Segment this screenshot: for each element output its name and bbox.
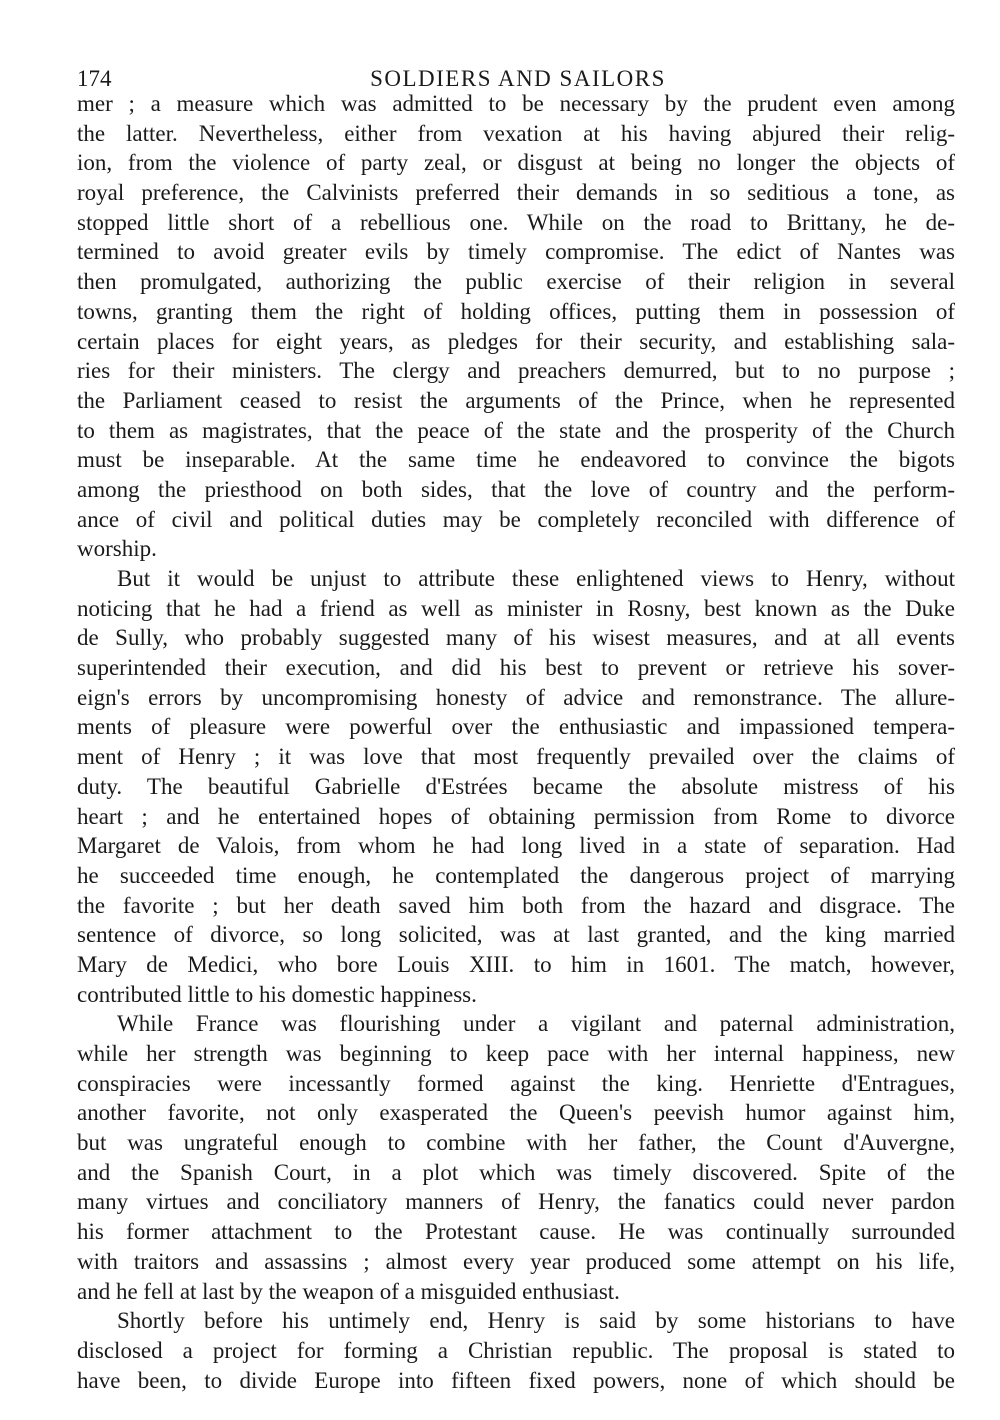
text-line: disclosed a project for forming a Christian republic. The proposal is stated to	[77, 1337, 955, 1363]
text-line: heart ; and he entertained hopes of obtaining permission from Rome to divorce	[77, 803, 955, 829]
text-line: must be inseparable. At the same time he endeavored to convince the bigots	[77, 447, 955, 473]
text-line: among the priesthood on both sides, that the love of country and the perform-	[77, 476, 955, 502]
page-number: 174	[77, 66, 112, 91]
text-line: towns, granting them the right of holding offices, putting them in possession of	[77, 298, 955, 324]
text-line: the favorite ; but her death saved him both from the hazard and disgrace. The	[77, 892, 955, 918]
text-line: worship.	[77, 536, 157, 562]
text-line: duty. The beautiful Gabrielle d'Estrées became the absolute mistress of his	[77, 773, 955, 799]
text-line: contributed little to his domestic happiness.	[77, 981, 477, 1007]
text-line: stopped little short of a rebellious one. While on the road to Brittany, he de-	[77, 209, 955, 235]
text-line: and he fell at last by the weapon of a misguided enthusiast.	[77, 1278, 620, 1304]
text-line: conspiracies were incessantly formed against the king. Henriette d'Entragues,	[77, 1070, 955, 1096]
text-line: termined to avoid greater evils by timely compromise. The edict of Nantes was	[77, 239, 955, 265]
paragraph	[77, 1306, 955, 1395]
text-line: the Parliament ceased to resist the arguments of the Prince, when he represented	[77, 387, 955, 413]
text-line: many virtues and conciliatory manners of Henry, the fanatics could never pardon	[77, 1189, 955, 1215]
page-body	[77, 89, 955, 1395]
text-line: noticing that he had a friend as well as minister in Rosny, best known as the Duke	[77, 595, 955, 621]
text-line: with traitors and assassins ; almost every year produced some attempt on his life,	[77, 1248, 955, 1274]
text-line: royal preference, the Calvinists preferred their demands in so seditious a tone, as	[77, 180, 955, 206]
text-line: ment of Henry ; it was love that most frequently prevailed over the claims of	[77, 744, 955, 770]
text-line: another favorite, not only exasperated the Queen's peevish humor against him,	[77, 1100, 955, 1126]
text-line: and the Spanish Court, in a plot which was timely discovered. Spite of the	[77, 1159, 955, 1185]
text-line: mer ; a measure which was admitted to be necessary by the prudent even among	[77, 91, 955, 116]
text-line: while her strength was beginning to keep pace with her internal happiness, new	[77, 1041, 955, 1066]
text-line: the latter. Nevertheless, either from vexation at his having abjured their relig-	[77, 120, 955, 146]
text-line: ments of pleasure were powerful over the enthusiastic and impassioned tempera-	[77, 714, 955, 740]
text-line: ries for their ministers. The clergy and preachers demurred, but to no purpose ;	[77, 358, 955, 384]
text-line: While France was flourishing under a vigilant and paternal administration,	[117, 1011, 955, 1037]
text-line: But it would be unjust to attribute these enlightened views to Henry, without	[117, 566, 955, 591]
text-line: certain places for eight years, as pledges for their security, and establishing sala-	[77, 328, 955, 354]
text-line: but was ungrateful enough to combine with her father, the Count d'Auvergne,	[77, 1130, 955, 1156]
text-line: ance of civil and political duties may be completely reconciled with difference of	[77, 506, 955, 532]
paragraph	[77, 89, 955, 564]
text-line: to them as magistrates, that the peace of the state and the prosperity of the Church	[77, 417, 955, 443]
text-line: he succeeded time enough, he contemplated the dangerous project of marrying	[77, 862, 955, 888]
text-line: Margaret de Valois, from whom he had long lived in a state of separation. Had	[77, 833, 955, 859]
paragraph	[77, 564, 955, 1009]
text-line: have been, to divide Europe into fifteen fixed powers, none of which should be	[77, 1367, 955, 1393]
text-line: sentence of divorce, so long solicited, was at last granted, and the king married	[77, 922, 955, 948]
text-line: superintended their execution, and did his best to prevent or retrieve his sover-	[77, 655, 955, 681]
text-line: de Sully, who probably suggested many of his wisest measures, and at all events	[77, 625, 955, 651]
text-line: eign's errors by uncompromising honesty of advice and remonstrance. The allure-	[77, 684, 955, 710]
text-line: Mary de Medici, who bore Louis XIII. to him in 1601. The match, however,	[77, 951, 955, 977]
text-line: then promulgated, authorizing the public exercise of their religion in several	[77, 269, 955, 295]
text-line: his former attachment to the Protestant cause. He was continually surrounded	[77, 1219, 955, 1245]
text-line: ion, from the violence of party zeal, or disgust at being no longer the objects of	[77, 150, 955, 176]
paragraph	[77, 1009, 955, 1306]
text-line: Shortly before his untimely end, Henry is said by some historians to have	[117, 1308, 955, 1334]
running-title: SOLDIERS AND SAILORS	[370, 66, 666, 91]
